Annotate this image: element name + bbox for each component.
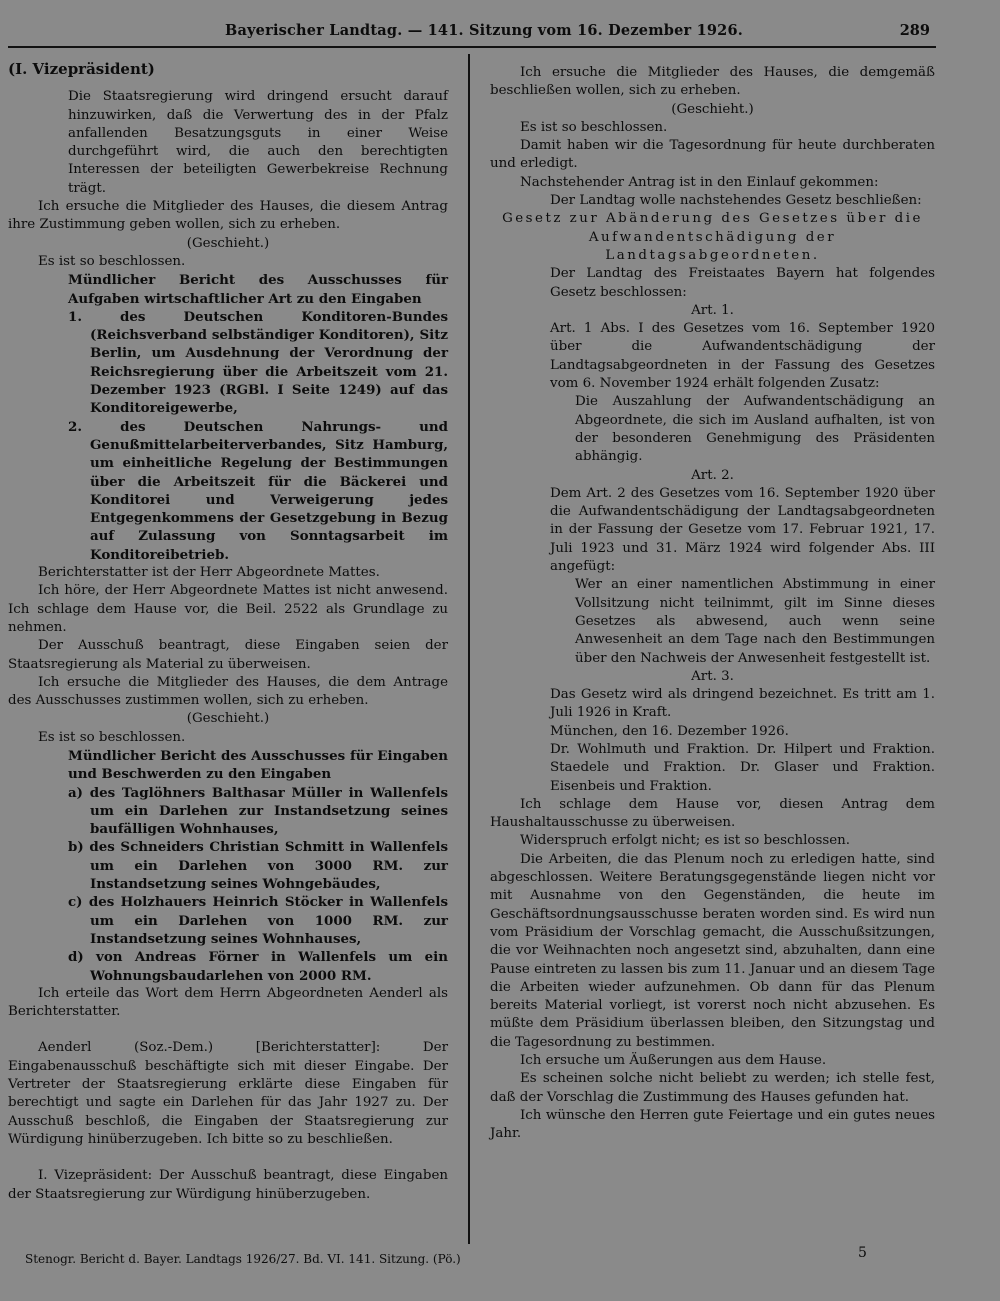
- column-divider: [468, 54, 470, 1244]
- paragraph: Der Ausschuß beantragt, diese Eingaben seien der Staatsregierung als Material zu überweisen.: [8, 638, 448, 672]
- resolution-note: Es ist so beschlossen.: [38, 253, 186, 269]
- footer-source: Stenogr. Bericht d. Bayer. Landtags 1926/27. Bd. VI. 141. Sitzung. (Pö.): [25, 1252, 461, 1266]
- signatories: Dr. Wohlmuth und Fraktion. Dr. Hilpert und Fraktion. Staedele und Fraktion. Dr. Glaser und Fraktion. Eisenbeis und Fraktion.: [550, 741, 935, 794]
- petition-item: b) des Schneiders Christian Schmitt in Wallenfels um ein Darlehen von 3000 RM. zur Instandsetzung seines Wohngebäudes,: [68, 839, 448, 893]
- paragraph: Ich wünsche den Herren gute Feiertage und ein gutes neues Jahr.: [490, 1107, 935, 1142]
- petition-item: 2. des Deutschen Nahrungs- und Genußmittelarbeiterverbandes, Sitz Hamburg, um einheitliche Regelung der Bestimmungen über die Arbeitszeit für die Bäckerei und Konditorei und Verweigerung jedes Entgegenkommens der Gesetzgebung in Bezug auf Zulassung von Sonntagsarbeit im Konditoreibetrieb.: [68, 418, 448, 563]
- paragraph: Widerspruch erfolgt nicht; es ist so beschlossen.: [520, 833, 850, 849]
- speech-vizepraesident: I. Vizepräsident: Der Ausschuß beantragt, diese Eingaben der Staatsregierung zur Würdigung hinüberzugeben.: [8, 1168, 448, 1202]
- page-number: 289: [899, 22, 930, 39]
- petition-item: c) des Holzhauers Heinrich Stöcker in Wallenfels um ein Darlehen von 1000 RM. zur Instandsetzung seines Wohnhauses,: [68, 894, 448, 947]
- paragraph: Ich ersuche die Mitglieder des Hauses, die dem Antrage des Ausschusses zustimmen wollen, sich zu erheben.: [8, 674, 448, 709]
- petition-item: 1. des Deutschen Konditoren-Bundes (Reichsverband selbständiger Konditoren), Sitz Berlin, um Ausdehnung der Verordnung der Reichsregierung über die Arbeitszeit vom 21. Dezember 1923 (RGBl. I Seite 1249) auf das Konditoreigewerbe,: [68, 308, 448, 417]
- article-text: Das Gesetz wird als dringend bezeichnet. Es tritt am 1. Juli 1926 in Kraft.: [550, 687, 935, 721]
- paragraph: Damit haben wir die Tagesordnung für heute durchberaten und erledigt.: [490, 138, 935, 172]
- procedural-note: (Geschieht.): [186, 235, 270, 251]
- report-title: Mündlicher Bericht des Ausschusses für Aufgaben wirtschaftlicher Art zu den Eingaben: [68, 272, 448, 307]
- header-rule: [8, 46, 936, 48]
- paragraph: Ich schlage dem Hause vor, diesen Antrag dem Haushaltausschusse zu überweisen.: [490, 796, 935, 831]
- left-column: [8, 60, 448, 1204]
- report-title: Mündlicher Bericht des Ausschusses für Eingaben und Beschwerden zu den Eingaben: [68, 747, 448, 783]
- article-text: Art. 1 Abs. I des Gesetzes vom 16. September 1920 über die Aufwandentschädigung der Landtagsabgeordneten in der Fassung des Gesetzes vom 6. November 1924 erhält folgenden Zusatz:: [550, 321, 935, 392]
- paragraph: Ich ersuche die Mitglieder des Hauses, die demgemäß beschließen wollen, sich zu erheben.: [490, 65, 935, 99]
- paragraph: Ich ersuche die Mitglieder des Hauses, die diesem Antrag ihre Zustimmung geben wollen, sich zu erheben.: [8, 199, 448, 233]
- procedural-note: (Geschieht.): [671, 101, 754, 117]
- paragraph: Es scheinen solche nicht beliebt zu werden; ich stelle fest, daß der Vorschlag die Zustimmung des Hauses gefunden hat.: [490, 1071, 935, 1105]
- header-title: Bayerischer Landtag. — 141. Sitzung vom 16. Dezember 1926.: [225, 22, 744, 39]
- paragraph: Nachstehender Antrag ist in den Einlauf gekommen:: [520, 174, 879, 190]
- paragraph: Die Arbeiten, die das Plenum noch zu erledigen hatte, sind abgeschlossen. Weitere Beratungsgegenstände liegen nicht vor mit Ausnahme von den Gegenständen, die heute im Geschäftsordnungsausschusse beraten worden sind. Es wird nun vom Präsidium der Vorschlag gemacht, die Ausschußsitzungen, die vor Weihnachten noch angesetzt sind, abzuhalten, dann eine Pause eintreten zu lassen bis zum 11. Januar und an diesem Tage die Arbeiten wieder aufzunehmen. Ob dann für das Plenum bereits Material vorliegt, ist vorerst noch nicht abzusehen. Es müßte dem Präsidium überlassen bleiben, den Sitzungstag und die Tagesordnung zu bestimmen.: [490, 851, 935, 1050]
- motion-text: Die Staatsregierung wird dringend ersucht darauf hinzuwirken, daß die Verwertung des in der Pfalz anfallenden Besatzungsguts in einer Weise durchgeführt wird, die auch den berechtigten Interessen der beteiligten Gewerbekreise Rechnung trägt.: [68, 89, 448, 196]
- resolution-note: Es ist so beschlossen.: [520, 119, 668, 135]
- running-header: [0, 22, 1000, 44]
- right-column: [490, 64, 935, 1144]
- sheet-number: 5: [858, 1245, 867, 1261]
- article-addition: Die Auszahlung der Aufwandentschädigung an Abgeordnete, die sich im Ausland aufhalten, ist von der besonderen Genehmigung des Präsidenten abhängig.: [575, 394, 935, 465]
- paragraph: Ich erteile das Wort dem Herrn Abgeordneten Aenderl als Berichterstatter.: [8, 985, 448, 1020]
- article-addition: Wer an einer namentlichen Abstimmung in einer Vollsitzung nicht teilnimmt, gilt im Sinne dieses Gesetzes als abwesend, auch wenn seine Anwesenheit an dem Tage nach den Bestimmungen über den Nachweis der Anwesenheit festgestellt ist.: [575, 577, 935, 666]
- paragraph: Ich höre, der Herr Abgeordnete Mattes ist nicht anwesend. Ich schlage dem Hause vor, die Beil. 2522 als Grundlage zu nehmen.: [8, 583, 448, 635]
- resolution-note: Es ist so beschlossen.: [38, 729, 186, 745]
- article-heading: Art. 3.: [691, 668, 734, 684]
- paragraph: Ich ersuche um Äußerungen aus dem Hause.: [520, 1053, 827, 1069]
- paragraph: Der Landtag des Freistaates Bayern hat folgendes Gesetz beschlossen:: [550, 266, 935, 300]
- speaker-label: (I. Vizepräsident): [8, 60, 155, 78]
- article-heading: Art. 1.: [691, 302, 734, 318]
- date-line: München, den 16. Dezember 1926.: [550, 723, 789, 739]
- article-heading: Art. 2.: [691, 467, 734, 483]
- paragraph: Berichterstatter ist der Herr Abgeordnete Mattes.: [38, 565, 380, 581]
- petition-item: d) von Andreas Förner in Wallenfels um ein Wohnungsbaudarlehen von 2000 RM.: [68, 949, 448, 984]
- procedural-note: (Geschieht.): [186, 711, 270, 727]
- law-title: Gesetz zur Abänderung des Gesetzes über die Aufwandentschädigung der Landtagsabgeordneten.: [502, 211, 923, 263]
- speech-aenderl: Aenderl (Soz.-Dem.) [Berichterstatter]: Der Eingabenausschuß beschäftigte sich mit dieser Eingabe. Der Vertreter der Staatsregierung erklärte diese Eingaben für berechtigt und sagte ein Darlehen für das Jahr 1927 zu. Der Ausschuß beschloß, die Eingaben der Staatsregierung zur Würdigung hinüberzugeben. Ich bitte so zu beschließen.: [8, 1040, 448, 1147]
- motion-intro: Der Landtag wolle nachstehendes Gesetz beschließen:: [550, 193, 922, 209]
- petition-item: a) des Taglöhners Balthasar Müller in Wallenfels um ein Darlehen zur Instandsetzung seines baufälligen Wohnhauses,: [68, 784, 448, 838]
- article-text: Dem Art. 2 des Gesetzes vom 16. September 1920 über die Aufwandentschädigung der Landtagsabgeordneten in der Fassung der Gesetze vom 17. Februar 1921, 17. Juli 1923 und 31. März 1924 wird folgender Abs. III angefügt:: [550, 485, 935, 575]
